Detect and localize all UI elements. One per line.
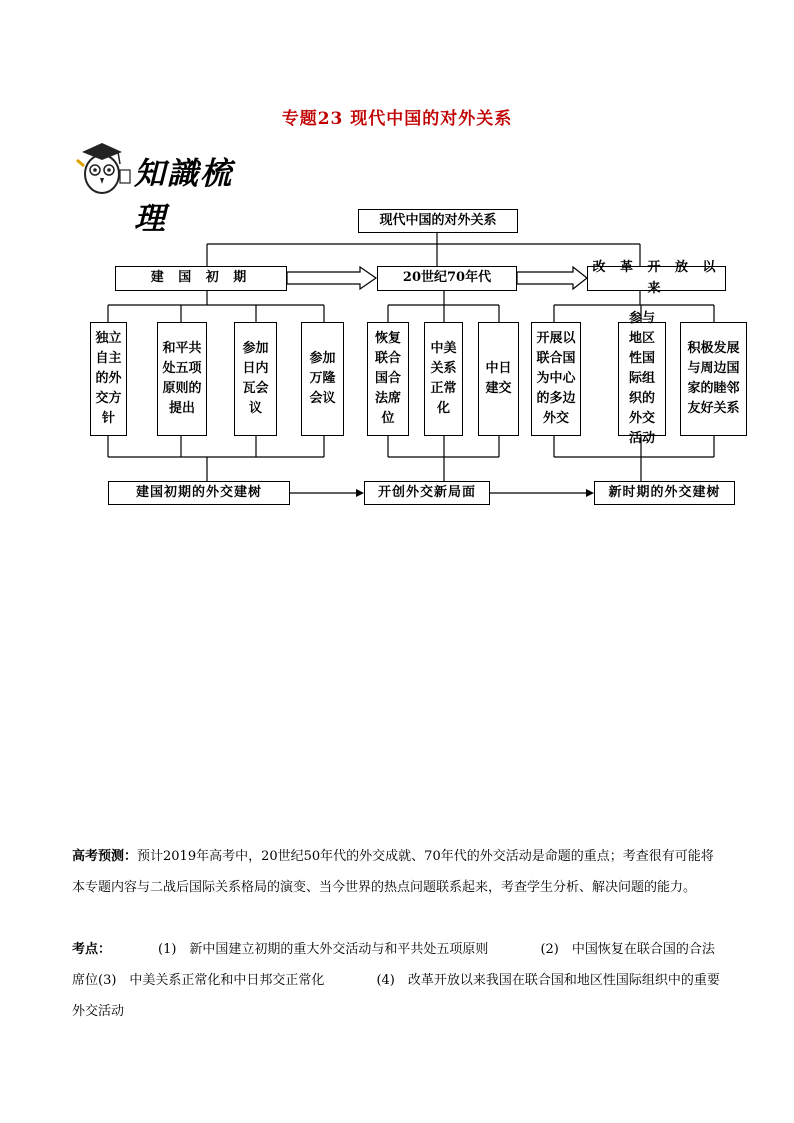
result-seventies: 开创外交新局面 [364, 481, 490, 505]
result-reform: 新时期的外交建树 [594, 481, 735, 505]
reform-item: 积极发展与周边国家的睦邻友好关系 [680, 322, 747, 436]
key-points-label: 考点： [72, 942, 112, 957]
seventies-item: 中日建交 [478, 322, 519, 436]
reform-item: 开展以联合国为中心的多边外交 [531, 322, 581, 436]
forecast-text: 预计2019年高考中，20世纪50年代的外交成就、70年代的外交活动是命题的重点；考查很有可能将本专题内容与二战后国际关系格局的演变、当今世界的热点问题联系起来，考查学生分析、解决问题的能力。 [72, 849, 714, 895]
early-item: 独立自主的外交方针 [90, 322, 127, 436]
root-box: 现代中国的对外关系 [358, 209, 518, 233]
reform-item: 参与地区性国际组织的外交活动 [618, 322, 666, 436]
result-early: 建国初期的外交建树 [108, 481, 290, 505]
logo-text: 知識梳理 [134, 156, 233, 237]
key-point-item: (3) 中美关系正常化和中日邦交正常化 [98, 973, 325, 988]
key-point-item: (4) 改革开放以来我国在联合国和地区性国际组织中的重要外交活动 [72, 973, 720, 1019]
early-item: 参加日内瓦会议 [234, 322, 277, 436]
seventies-item: 恢复联合国合法席位 [367, 322, 409, 436]
forecast-label: 高考预测： [72, 849, 138, 864]
key-point-item: (2) 中国恢复在联合国的合法席位 [72, 942, 715, 988]
early-item: 和平共处五项原则的提出 [157, 322, 207, 436]
seventies-item: 中美关系正常化 [424, 322, 463, 436]
key-point-item: (1) 新中国建立初期的重大外交活动与和平共处五项原则 [158, 942, 489, 957]
page-title: 专题23 现代中国的对外关系 [281, 109, 513, 129]
period-reform: 改 革 开 放 以 来 [587, 266, 726, 291]
period-early: 建 国 初 期 [115, 266, 287, 291]
forecast-paragraph [72, 841, 724, 903]
key-points-paragraph [72, 934, 724, 1027]
period-seventies: 20世纪70年代 [377, 266, 517, 291]
early-item: 参加万隆会议 [301, 322, 344, 436]
